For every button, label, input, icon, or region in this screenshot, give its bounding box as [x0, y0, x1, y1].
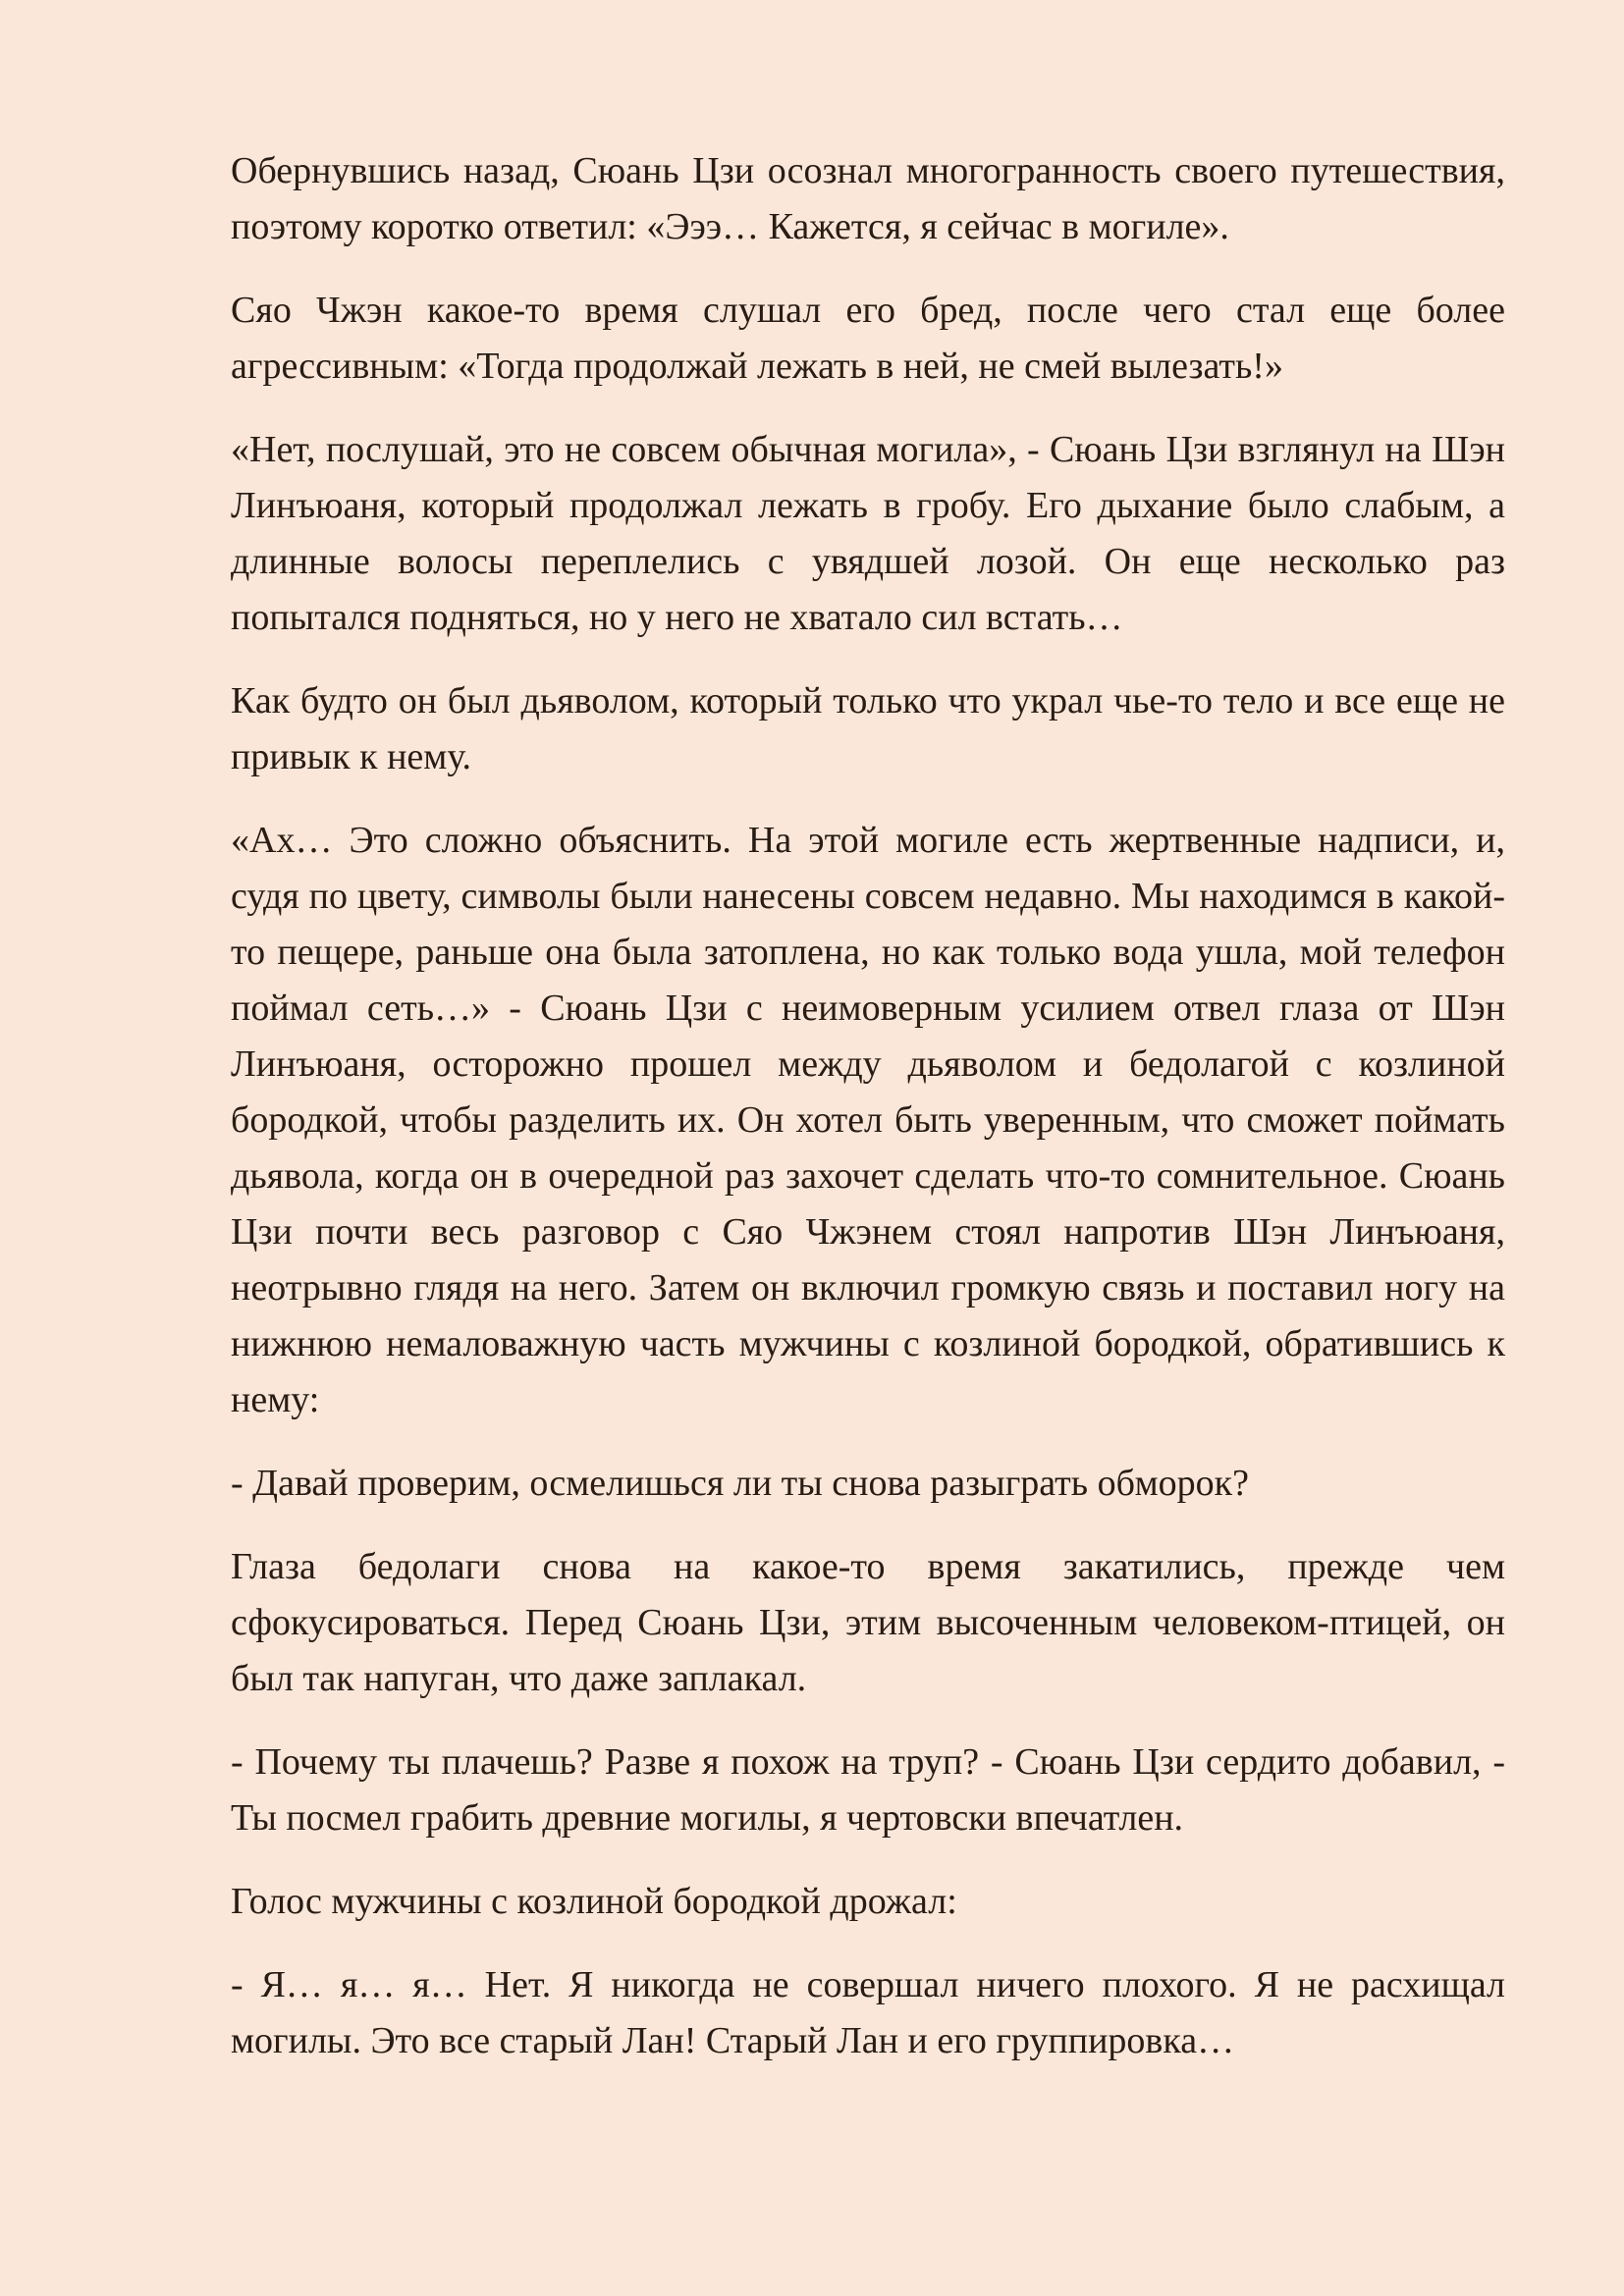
paragraph: - Давай проверим, осмелишься ли ты снова разыграть обморок?: [231, 1463, 1249, 1504]
paragraph: Глаза бедолаги снова на какое-то время закатились, прежде чем сфокусироваться. Перед Сюань Цзи, этим высоченным человеком-птицей, он был так напуган, что даже заплакал.: [231, 1546, 1505, 1699]
paragraph: Как будто он был дьяволом, который только что украл чье-то тело и все еще не привык к нему.: [231, 680, 1505, 777]
paragraph: Сяо Чжэн какое-то время слушал его бред, после чего стал еще более агрессивным: «Тогда продолжай лежать в ней, не смей вылезать!»: [231, 290, 1505, 387]
paragraph: Обернувшись назад, Сюань Цзи осознал многогранность своего путешествия, поэтому коротко ответил: «Эээ… Кажется, я сейчас в могиле».: [231, 150, 1505, 247]
text-column: [231, 143, 1505, 2069]
paragraph: Голос мужчины с козлиной бородкой дрожал:: [231, 1881, 957, 1922]
paragraph: - Почему ты плачешь? Разве я похож на труп? - Сюань Цзи сердито добавил, - Ты посмел грабить древние могилы, я чертовски впечатлен.: [231, 1741, 1505, 1839]
paragraph: - Я… я… я… Нет. Я никогда не совершал ничего плохого. Я не расхищал могилы. Это все старый Лан! Старый Лан и его группировка…: [231, 1964, 1505, 2061]
paragraph: «Нет, послушай, это не совсем обычная могила», - Сюань Цзи взглянул на Шэн Линъюаня, который продолжал лежать в гробу. Его дыхание было слабым, а длинные волосы переплелись с увядшей лозой. Он еще несколько раз попытался подняться, но у него не хватало сил встать…: [231, 429, 1505, 638]
paragraph: «Ах… Это сложно объяснить. На этой могиле есть жертвенные надписи, и, судя по цвету, символы были нанесены совсем недавно. Мы находимся в какой-то пещере, раньше она была затоплена, но как только вода ушла, мой телефон поймал сеть…» - Сюань Цзи с неимоверным усилием отвел глаза от Шэн Линъюаня, осторожно прошел между дьяволом и бедолагой с козлиной бородкой, чтобы разделить их. Он хотел быть уверенным, что сможет поймать дьявола, когда он в очередной раз захочет сделать что-то сомнительное. Сюань Цзи почти весь разговор с Сяо Чжэнем стоял напротив Шэн Линъюаня, неотрывно глядя на него. Затем он включил громкую связь и поставил ногу на нижнюю немаловажную часть мужчины с козлиной бородкой, обратившись к нему:: [231, 820, 1505, 1420]
